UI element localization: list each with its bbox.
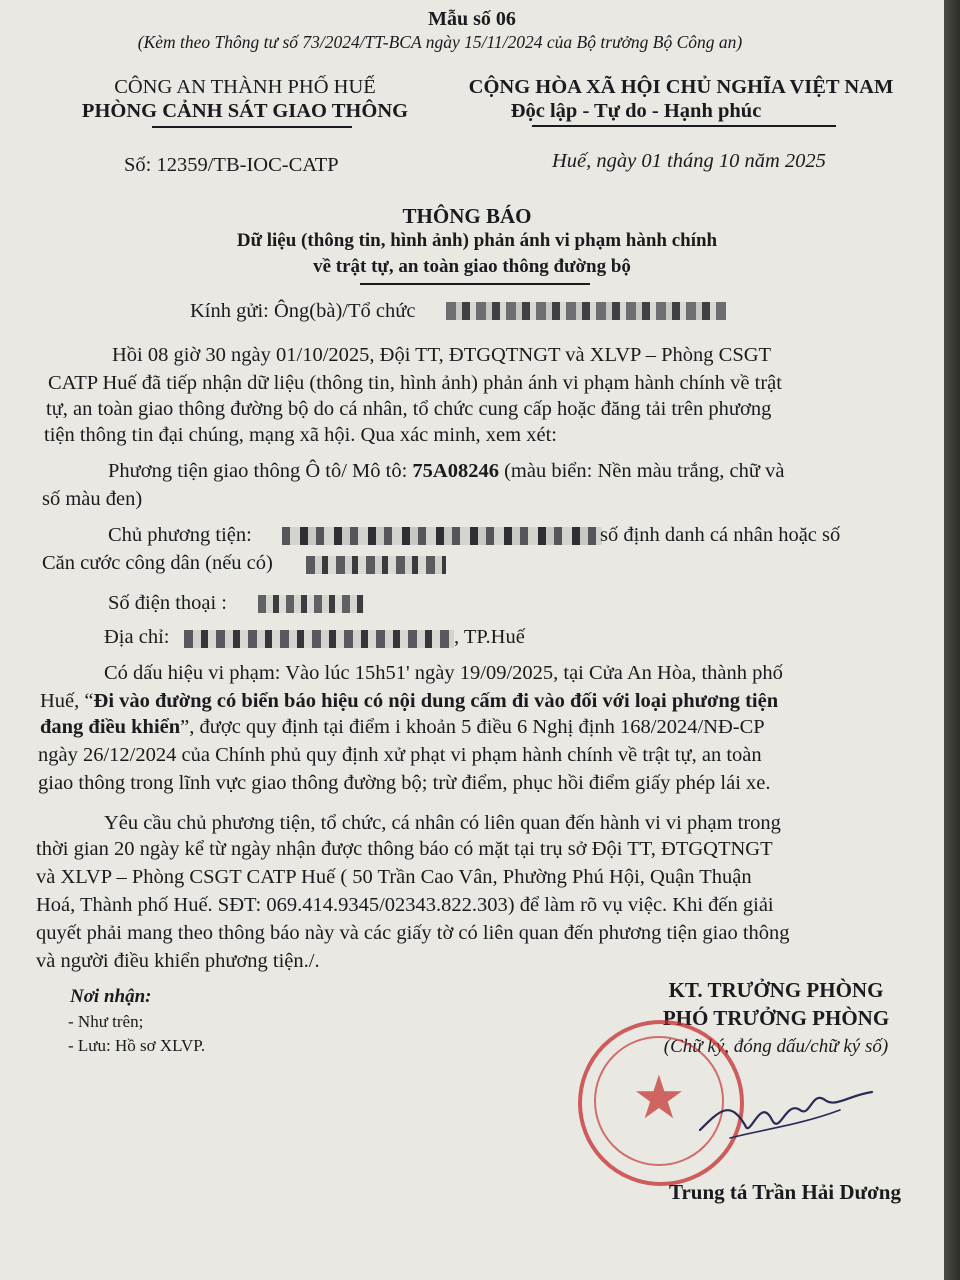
violation-prefix: Huế, “ [40, 690, 94, 712]
violation-line-2 [40, 690, 778, 713]
owner-label: Chủ phương tiện: [108, 524, 252, 546]
paragraph-1-line-1: Hồi 08 giờ 30 ngày 01/10/2025, Đội TT, ĐTGQTNGT và XLVP – Phòng CSGT [112, 344, 772, 366]
signer-title-1: KT. TRƯỞNG PHÒNG [668, 978, 884, 1002]
recipients-title: Nơi nhận: [70, 986, 152, 1007]
license-plate: 75A08246 [412, 460, 499, 482]
signer-name: Trung tá Trần Hải Dương [669, 1180, 901, 1204]
recipient-line [190, 300, 415, 323]
owner-redacted [282, 527, 602, 545]
address-city: , TP.Huế [454, 626, 525, 648]
attached-note: (Kèm theo Thông tư số 73/2024/TT-BCA ngày 15/11/2024 của Bộ trưởng Bộ Công an) [137, 32, 743, 52]
paragraph-1-line-2: CATP Huế đã tiếp nhận dữ liệu (thông tin, hình ảnh) phản ánh vi phạm hành chính về trật [48, 372, 782, 394]
phone-label: Số điện thoại : [108, 592, 228, 614]
vehicle-line [108, 460, 784, 483]
paragraph-1-line-3: tự, an toàn giao thông đường bộ do cá nhân, tổ chức cung cấp hoặc đăng tải trên phương [46, 398, 772, 420]
agency-name: PHÒNG CẢNH SÁT GIAO THÔNG [81, 100, 409, 122]
notice-subtitle-2: về trật tự, an toàn giao thông đường bộ [313, 256, 631, 277]
document-number: Số: 12359/TB-IOC-CATP [124, 154, 339, 176]
vehicle-line-2: số màu đen) [42, 488, 143, 510]
date-place: Huế, ngày 01 tháng 10 năm 2025 [552, 150, 826, 172]
violation-line-1: Có dấu hiệu vi phạm: Vào lúc 15h51' ngày 19/09/2025, tại Cửa An Hòa, thành phố [104, 662, 783, 684]
star-emblem-icon: ★ [632, 1065, 686, 1131]
recipient-item-2: - Lưu: Hồ sơ XLVP. [68, 1036, 206, 1055]
signer-title-2: PHÓ TRƯỞNG PHÒNG [662, 1006, 890, 1030]
address-label: Địa chỉ: [104, 626, 170, 648]
violation-behavior-2: đang điều khiển [40, 716, 181, 738]
vehicle-label: Phương tiện giao thông Ô tô/ Mô tô: [108, 460, 413, 482]
violation-line-4: ngày 26/12/2024 của Chính phủ quy định xử phạt vi phạm hành chính về trật tự, an toàn [38, 744, 762, 766]
request-line-6: và người điều khiển phương tiện./. [36, 950, 320, 972]
request-line-5: quyết phải mang theo thông báo này và các giấy tờ có liên quan đến phương tiện giao thông [36, 922, 790, 944]
recipient-label: Kính gửi: Ông(bà)/Tổ chức [190, 300, 416, 322]
recipient-item-1: - Như trên; [68, 1012, 144, 1031]
plate-color-note: (màu biển: Nền màu trắng, chữ và [498, 460, 785, 482]
recipient-redacted [446, 302, 726, 320]
violation-legal-basis: ”, được quy định tại điểm i khoản 5 điều 6 Nghị định 168/2024/NĐ-CP [180, 716, 765, 738]
paragraph-1-line-4: tiện thông tin đại chúng, mạng xã hội. Qua xác minh, xem xét: [44, 424, 557, 446]
form-number: Mẫu số 06 [428, 8, 516, 30]
request-line-4: Hoá, Thành phố Huế. SĐT: 069.414.9345/02343.822.303) để làm rõ vụ việc. Khi đến giải [36, 894, 774, 916]
handwritten-signature [690, 1070, 880, 1160]
request-line-1: Yêu cầu chủ phương tiện, tổ chức, cá nhân có liên quan đến hành vi vi phạm trong [104, 812, 781, 834]
id-label: Căn cước công dân (nếu có) [42, 552, 273, 574]
national-motto: Độc lập - Tự do - Hạnh phúc [510, 100, 762, 122]
id-redacted [306, 556, 446, 574]
title-underline [360, 283, 590, 285]
violation-line-3 [40, 716, 765, 739]
agency-parent: CÔNG AN THÀNH PHỐ HUẾ [114, 76, 376, 98]
request-line-3: và XLVP – Phòng CSGT CATP Huế ( 50 Trần Cao Vân, Phường Phú Hội, Quận Thuận [36, 866, 752, 888]
violation-behavior-1: Đi vào đường có biển báo hiệu có nội dung cấm đi vào đối với loại phương tiện [93, 690, 779, 712]
violation-line-5: giao thông trong lĩnh vực giao thông đường bộ; trừ điểm, phục hồi điểm giấy phép lái xe. [38, 772, 771, 794]
owner-id-note: số định danh cá nhân hoặc số [600, 524, 841, 546]
phone-redacted [258, 595, 364, 613]
signature-note: (Chữ ký, đóng dấu/chữ ký số) [663, 1036, 889, 1057]
notice-subtitle-1: Dữ liệu (thông tin, hình ảnh) phản ánh vi phạm hành chính [236, 230, 718, 251]
country-name: CỘNG HÒA XÃ HỘI CHỦ NGHĨA VIỆT NAM [468, 76, 894, 98]
request-line-2: thời gian 20 ngày kể từ ngày nhận được thông báo có mặt tại trụ sở Đội TT, ĐTGQTNGT [36, 838, 773, 860]
motto-underline [532, 125, 836, 127]
agency-underline [152, 126, 352, 128]
address-redacted [184, 630, 454, 648]
notice-title: THÔNG BÁO [402, 204, 532, 228]
